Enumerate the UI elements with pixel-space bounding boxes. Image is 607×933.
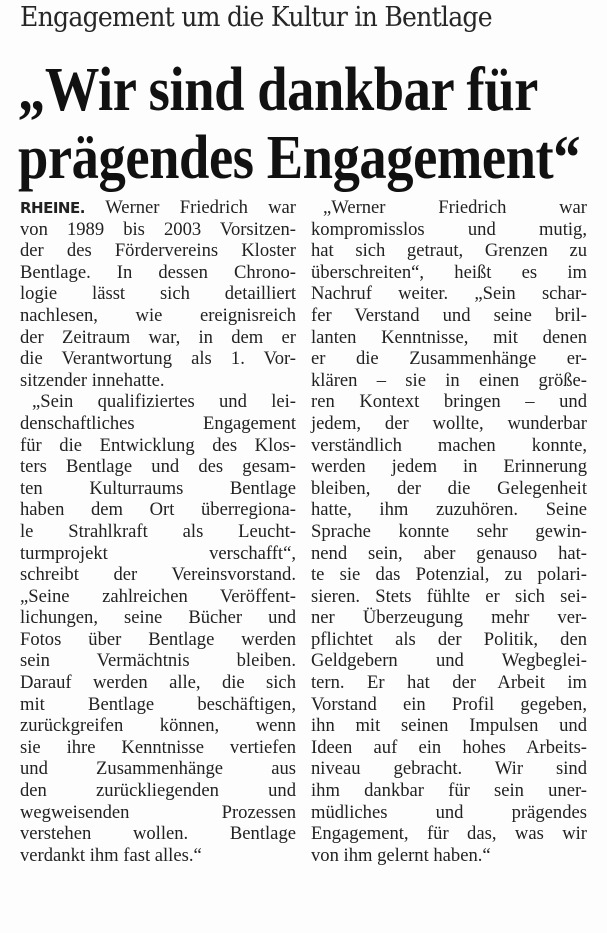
body-text-line: Vorstand ein Profil gegeben, [311, 693, 587, 715]
body-text-line: Darauf werden alle, die sich [20, 672, 296, 694]
body-text-line: kompromisslos und mutig, [311, 218, 587, 240]
headline-line-1: „Wir sind dankbar für [18, 56, 538, 124]
body-text-line: tern. Er hat der Arbeit im [311, 672, 587, 694]
body-text-line: verstehen wollen. Bentlage [20, 823, 296, 845]
body-text-line: nachlesen, wie ereignisreich [20, 304, 296, 326]
body-text-line: sie ihre Kenntnisse vertiefen [20, 736, 296, 758]
body-text-line: der des Fördervereins Kloster [20, 240, 296, 262]
body-text-line: sitzender innehatte. [20, 369, 165, 391]
body-text-line: für die Entwicklung des Klos- [20, 434, 296, 456]
body-text-line: fer Verstand und seine bril- [311, 304, 587, 326]
body-text-line: pflichtet als der Politik, den [311, 628, 587, 650]
body-text-line: die Verantwortung als 1. Vor- [20, 348, 296, 370]
body-text-line: verdankt ihm fast alles.“ [20, 844, 202, 866]
body-text-line: Geldgebern und Wegbeglei- [311, 650, 587, 672]
right-column [311, 197, 587, 866]
body-text-line: Sprache konnte sehr gewin- [311, 520, 587, 542]
article-kicker: Engagement um die Kultur in Bentlage [20, 2, 492, 33]
body-text-line: ten Kulturraums Bentlage [20, 477, 296, 499]
body-text-line: ren Kontext bringen – und [311, 391, 587, 413]
body-text-line: RHEINE. Werner Friedrich war [20, 197, 296, 218]
body-text-line: werden jedem in Erinnerung [311, 456, 587, 478]
body-text-line: bleiben, der die Gelegenheit [311, 477, 587, 499]
body-text-line: Nachruf weiter. „Sein schar- [311, 283, 587, 305]
body-text-line: niveau gebracht. Wir sind [311, 758, 587, 780]
body-text-line: „Werner Friedrich war [323, 197, 587, 218]
body-text-line: von 1989 bis 2003 Vorsitzen- [20, 218, 296, 240]
body-text-line: denschaftliches Engagement [20, 412, 296, 434]
headline-line-2: prägendes Engagement“ [18, 124, 581, 192]
article-headline [18, 56, 580, 192]
body-text-line: ihm dankbar für sein uner- [311, 780, 587, 802]
body-text-line: Bentlage. In dessen Chrono- [20, 261, 296, 283]
body-text-line: le Strahlkraft als Leucht- [20, 520, 296, 542]
body-text-line: sieren. Stets fühlte er sich sei- [311, 585, 587, 607]
body-text-line: Engagement, für das, was wir [311, 823, 587, 845]
dateline: RHEINE. [20, 199, 106, 217]
body-text-line: schreibt der Vereinsvorstand. [20, 564, 296, 586]
body-text-line: ihn mit seinen Impulsen und [311, 715, 587, 737]
body-text-line: hat sich getraut, Grenzen zu [311, 240, 587, 262]
body-text-line: ner Überzeugung mehr ver- [311, 607, 587, 629]
body-text-line: den zurückliegenden und [20, 780, 296, 802]
body-text-line: Fotos über Bentlage werden [20, 628, 296, 650]
body-text-line: jedem, der wollte, wunderbar [311, 412, 587, 434]
body-text-line: er die Zusammenhänge er- [311, 348, 587, 370]
body-text-line: von ihm gelernt haben.“ [311, 844, 491, 866]
body-text-line: lichungen, seine Bücher und [20, 607, 296, 629]
body-text-line: nend sein, aber genauso hat- [311, 542, 587, 564]
body-text-line: haben dem Ort überregiona- [20, 499, 296, 521]
body-text-line: zurückgreifen können, wenn [20, 715, 296, 737]
body-text-line: wegweisenden Prozessen [20, 801, 296, 823]
body-text-line: hatte, ihm zuzuhören. Seine [311, 499, 587, 521]
body-text-line: logie lässt sich detailliert [20, 283, 296, 305]
body-text-line: lanten Kenntnisse, mit denen [311, 326, 587, 348]
body-text-line: Ideen auf ein hohes Arbeits- [311, 736, 587, 758]
body-text-line: verständlich machen konnte, [311, 434, 587, 456]
body-text-line: te sie das Potenzial, zu polari- [311, 564, 587, 586]
body-text-line: mit Bentlage beschäftigen, [20, 693, 296, 715]
body-text-line: ters Bentlage und des gesam- [20, 456, 296, 478]
body-text-line: und Zusammenhänge aus [20, 758, 296, 780]
body-text-line: turmprojekt verschafft“, [20, 542, 296, 564]
body-text-line: sein Vermächtnis bleiben. [20, 650, 296, 672]
body-text-line: müdliches und prägendes [311, 801, 587, 823]
body-text-line: „Seine zahlreichen Veröffent- [20, 585, 296, 607]
body-text-line: überschreiten“, heißt es im [311, 261, 587, 283]
body-text-line: „Sein qualifiziertes und lei- [32, 391, 296, 413]
body-text-line: der Zeitraum war, in dem er [20, 326, 296, 348]
body-text-line: klären – sie in einen größe- [311, 369, 587, 391]
left-column [20, 197, 296, 866]
